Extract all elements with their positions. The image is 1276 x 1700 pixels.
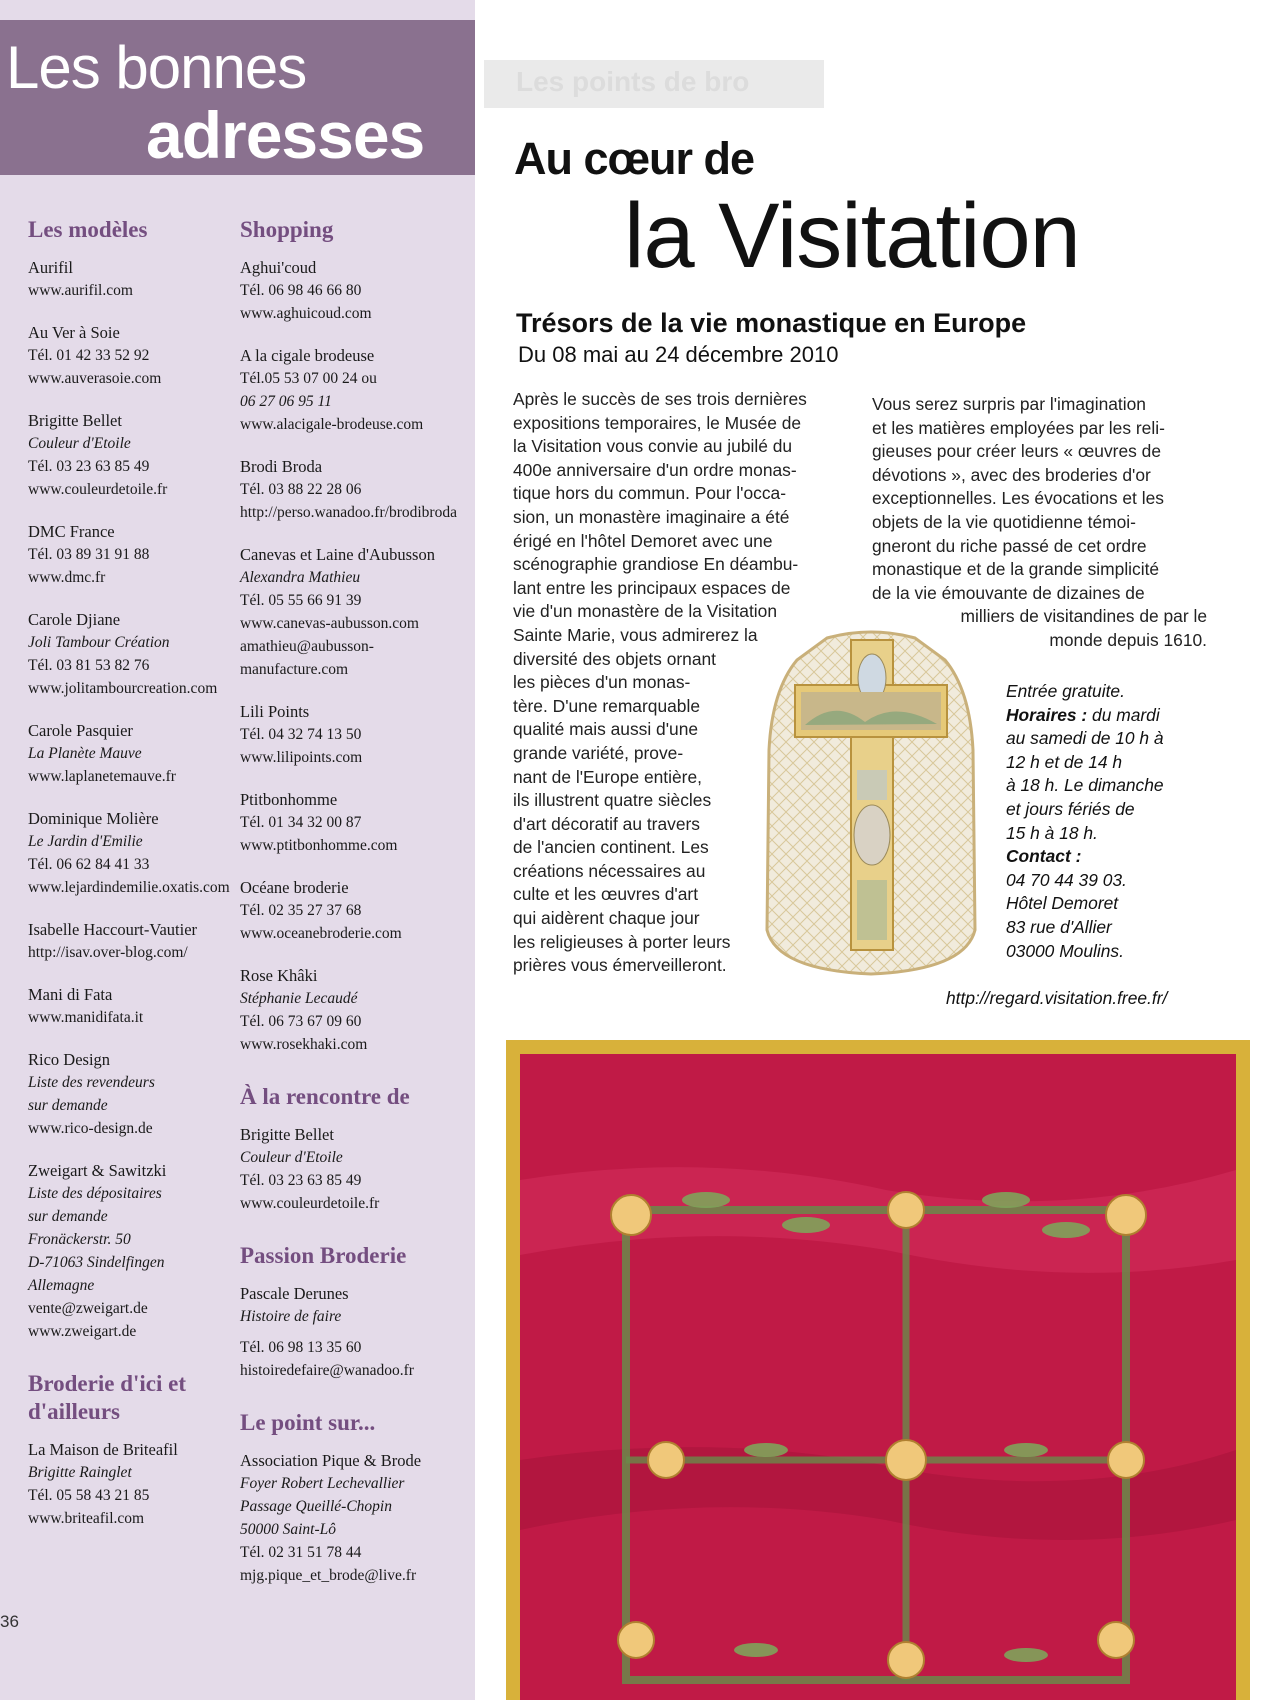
contact-line: 03000 Moulins.: [1006, 940, 1124, 961]
address-phone: Tél. 02 31 51 78 44: [240, 1544, 362, 1561]
address-link[interactable]: www.zweigart.de: [28, 1323, 137, 1340]
section-heading-shopping-heading: Shopping: [240, 217, 334, 242]
address-entry: [28, 409, 233, 501]
address-entry: [240, 700, 470, 769]
article-body-column-2: [872, 393, 1207, 653]
address-entry: [28, 719, 233, 788]
address-phone: Tél. 01 34 32 00 87: [240, 814, 362, 831]
article-text-line: Sainte Marie, vous admirerez la: [513, 624, 758, 645]
address-link[interactable]: www.jolitambourcreation.com: [28, 680, 218, 697]
address-name: La Maison de Briteafil: [28, 1440, 178, 1459]
article-text-line: scénographie grandiose En déambu-: [513, 554, 799, 575]
address-phone: Tél. 03 23 63 85 49: [28, 458, 150, 475]
address-phone: Tél. 06 73 67 09 60: [240, 1013, 362, 1030]
address-name: Carole Pasquier: [28, 721, 133, 740]
address-detail: Liste des dépositaires: [28, 1185, 162, 1202]
address-phone: Tél. 06 62 84 41 33: [28, 856, 150, 873]
article-text-line: de l'ancien continent. Les: [513, 837, 709, 858]
address-detail: Le Jardin d'Emilie: [28, 833, 143, 850]
address-name: Rose Khâki: [240, 966, 318, 985]
address-entry: [28, 807, 233, 899]
chasuble-icon: [765, 630, 977, 976]
address-entry: [240, 964, 470, 1056]
address-link[interactable]: http://isav.over-blog.com/: [28, 944, 188, 961]
hours-line: au samedi de 10 h à: [1006, 728, 1164, 749]
address-entry: [28, 256, 233, 302]
article-text-line: objets de la vie quotidienne témoi-: [872, 511, 1136, 532]
address-link[interactable]: mjg.pique_et_brode@live.fr: [240, 1567, 417, 1584]
address-link[interactable]: amathieu@aubusson-manufacture.com: [240, 638, 374, 678]
address-name: Aurifil: [28, 258, 73, 277]
address-link[interactable]: www.rosekhaki.com: [240, 1036, 368, 1053]
address-entry: [28, 321, 233, 390]
address-name: A la cigale brodeuse: [240, 346, 375, 365]
article-text-line: créations nécessaires au: [513, 860, 706, 881]
article-text-line: les pièces d'un monas-: [513, 672, 691, 693]
address-phone: Tél. 06 98 46 66 80: [240, 282, 362, 299]
address-name: Canevas et Laine d'Aubusson: [240, 545, 435, 564]
address-name: Zweigart & Sawitzki: [28, 1161, 167, 1180]
article-text-line: monastique et de la grande simplicité: [872, 559, 1160, 580]
address-detail: Alexandra Mathieu: [240, 569, 361, 586]
address-link[interactable]: histoiredefaire@wanadoo.fr: [240, 1362, 414, 1379]
address-entry: [28, 520, 233, 589]
address-name: Association Pique & Brode: [240, 1451, 422, 1470]
address-phone: Tél. 05 55 66 91 39: [240, 592, 362, 609]
article-text-line: nant de l'Europe entière,: [513, 766, 702, 787]
hours-line: 12 h et de 14 h: [1006, 751, 1123, 772]
address-detail: Joli Tambour Création: [28, 634, 170, 651]
address-link[interactable]: www.laplanetemauve.fr: [28, 768, 176, 785]
address-phone: Tél.05 53 07 00 24 ou: [240, 370, 377, 387]
article-text-line: lant entre les principaux espaces de: [513, 577, 791, 598]
address-link[interactable]: www.auverasoie.com: [28, 370, 162, 387]
hours-line: du mardi: [1092, 704, 1160, 725]
article-text-line: grande variété, prove-: [513, 742, 684, 763]
address-link[interactable]: www.couleurdetoile.fr: [28, 481, 168, 498]
address-link[interactable]: www.dmc.fr: [28, 569, 106, 586]
contact-line: 83 rue d'Allier: [1006, 916, 1112, 937]
address-name: Carole Djiane: [28, 610, 121, 629]
address-link[interactable]: www.ptitbonhomme.com: [240, 837, 398, 854]
article-text-line: tère. D'une remarquable: [513, 695, 700, 716]
address-link[interactable]: www.manidifata.it: [28, 1009, 144, 1026]
address-entry: [240, 1123, 470, 1215]
article-text-line: Après le succès de ses trois dernières: [513, 389, 807, 409]
address-phone: Tél. 05 58 43 21 85: [28, 1487, 150, 1504]
address-name: Rico Design: [28, 1050, 111, 1069]
address-entry: [240, 1282, 470, 1382]
article-text-line: qualité mais aussi d'une: [513, 719, 699, 740]
article-text-line: qui aidèrent chaque jour: [513, 908, 700, 929]
address-name: Au Ver à Soie: [28, 323, 120, 342]
address-detail: Histoire de faire: [240, 1308, 342, 1325]
article-text-line: sion, un monastère imaginaire a été: [513, 506, 790, 527]
address-detail: Liste des revendeurs: [28, 1074, 155, 1091]
address-name: DMC France: [28, 522, 115, 541]
address-detail: Brigitte Rainglet: [28, 1464, 132, 1481]
contact-line: Hôtel Demoret: [1006, 893, 1119, 914]
address-link[interactable]: vente@zweigart.de: [28, 1300, 148, 1317]
address-name: Brigitte Bellet: [28, 411, 122, 430]
address-name: Pascale Derunes: [240, 1284, 349, 1303]
address-entry: [240, 1449, 470, 1587]
article-text-line: érigé en l'hôtel Demoret avec une: [513, 530, 773, 551]
address-detail: [240, 1328, 470, 1336]
address-phone: Tél. 03 23 63 85 49: [240, 1172, 362, 1189]
article-text-line: gieuses pour créer leurs « œuvres de: [872, 441, 1162, 462]
address-detail: 50000 Saint-Lô: [240, 1521, 337, 1538]
address-detail: Stéphanie Lecaudé: [240, 990, 358, 1007]
visitor-info: [1006, 680, 1226, 963]
article-text-line: la Visitation vous convie au jubilé du: [513, 436, 793, 457]
address-entry: [240, 876, 470, 945]
address-link[interactable]: www.canevas-aubusson.com: [240, 615, 419, 632]
section-heading-broderie-heading: Broderie d'ici et d'ailleurs: [28, 1371, 186, 1424]
address-phone: Tél. 02 35 27 37 68: [240, 902, 362, 919]
article-text-line: monde depuis 1610.: [1049, 629, 1207, 650]
sidebar-title-line1: Les bonnes: [6, 34, 307, 101]
article-text-line: dévotions », avec des broderies d'or: [872, 464, 1151, 485]
address-link[interactable]: www.aghuicoud.com: [240, 305, 372, 322]
section-heading-rencontre-heading: À la rencontre de: [240, 1084, 410, 1109]
address-detail: La Planète Mauve: [28, 745, 142, 762]
address-column-1: [28, 216, 233, 1549]
address-phone: Tél. 01 42 33 52 92: [28, 347, 150, 364]
address-column-2: [240, 216, 470, 1606]
address-link[interactable]: www.briteafil.com: [28, 1510, 145, 1527]
page-number: 36: [0, 1612, 19, 1631]
contact-label: Contact :: [1006, 846, 1082, 867]
address-entry: [240, 788, 470, 857]
address-link[interactable]: www.couleurdetoile.fr: [240, 1195, 380, 1212]
address-detail: sur demande: [28, 1208, 108, 1225]
article-title-line2: la Visitation: [624, 185, 1080, 287]
section-heading-modeles-heading: Les modèles: [28, 217, 148, 242]
address-phone: Tél. 03 88 22 28 06: [240, 481, 362, 498]
sidebar-title-line2: adresses: [146, 98, 425, 172]
address-name: Dominique Molière: [28, 809, 159, 828]
address-entry: [28, 1159, 233, 1343]
article-text-line: exceptionnelles. Les évocations et les: [872, 488, 1164, 509]
article-text-line: expositions temporaires, le Musée de: [513, 412, 802, 433]
address-link[interactable]: http://perso.wanadoo.fr/brodibroda: [240, 504, 457, 521]
website-link[interactable]: http://regard.visitation.free.fr/: [946, 988, 1168, 1008]
address-link[interactable]: www.alacigale-brodeuse.com: [240, 416, 424, 433]
article-text-line: diversité des objets ornant: [513, 648, 717, 669]
address-name: Brodi Broda: [240, 457, 323, 476]
address-detail: Allemagne: [28, 1277, 95, 1294]
article-title-line1: Au cœur de: [514, 133, 755, 184]
address-entry: [28, 608, 233, 700]
address-entry: [240, 256, 470, 325]
address-link[interactable]: www.lejardindemilie.oxatis.com: [28, 879, 230, 896]
address-entry: [28, 1048, 233, 1140]
address-name: Lili Points: [240, 702, 310, 721]
address-entry: [240, 455, 470, 524]
section-heading-passion-heading: Passion Broderie: [240, 1243, 407, 1268]
address-detail: Couleur d'Etoile: [28, 435, 131, 452]
article-text-line: et les matières employées par les reli-: [872, 417, 1165, 438]
address-phone: Tél. 03 81 53 82 76: [28, 657, 150, 674]
article-text-line: gneront du riche passé de cet ordre: [872, 535, 1147, 556]
section-heading-point-heading: Le point sur...: [240, 1410, 376, 1435]
address-link[interactable]: www.oceanebroderie.com: [240, 925, 402, 942]
address-name: Brigitte Bellet: [240, 1125, 334, 1144]
address-name: Ptitbonhomme: [240, 790, 338, 809]
address-entry: [240, 543, 470, 681]
address-entry: [28, 983, 233, 1029]
address-detail: Fronäckerstr. 50: [28, 1231, 131, 1248]
address-detail: sur demande: [28, 1097, 108, 1114]
address-phone: Tél. 04 32 74 13 50: [240, 726, 362, 743]
exhibition-dates: Du 08 mai au 24 décembre 2010: [518, 342, 839, 367]
address-name: Océane broderie: [240, 878, 349, 897]
address-link[interactable]: www.rico-design.de: [28, 1120, 153, 1137]
address-entry: [28, 1438, 233, 1530]
article-text-line: d'art décoratif au travers: [513, 813, 700, 834]
hours-label: Horaires :: [1006, 704, 1088, 725]
address-detail: Couleur d'Etoile: [240, 1149, 343, 1166]
article-text-line: 400e anniversaire d'un ordre monas-: [513, 459, 797, 480]
hours-line: 15 h à 18 h.: [1006, 822, 1098, 843]
address-detail: D-71063 Sindelfingen: [28, 1254, 165, 1271]
address-entry: [240, 344, 470, 436]
article-text-line: vie d'un monastère de la Visitation: [513, 601, 778, 622]
article-text-line: Vous serez surpris par l'imagination: [872, 394, 1146, 414]
address-phone: Tél. 06 98 13 35 60: [240, 1339, 362, 1356]
address-link[interactable]: www.aurifil.com: [28, 282, 133, 299]
article-text-line: culte et les œuvres d'art: [513, 884, 699, 905]
hours-line: à 18 h. Le dimanche: [1006, 775, 1164, 796]
article-text-line: les religieuses à porter leurs: [513, 931, 731, 952]
article: [476, 0, 1276, 1700]
address-link[interactable]: www.lilipoints.com: [240, 749, 363, 766]
address-phone: Tél. 03 89 31 91 88: [28, 546, 150, 563]
address-name: Aghui'coud: [240, 258, 317, 277]
address-detail: Foyer Robert Lechevallier: [240, 1475, 405, 1492]
article-text-line: de la vie émouvante de dizaines de: [872, 582, 1145, 603]
address-name: Isabelle Haccourt-Vautier: [28, 920, 198, 939]
entry-info: Entrée gratuite.: [1006, 681, 1125, 701]
address-detail: 06 27 06 95 11: [240, 393, 332, 410]
sidebar: [0, 0, 475, 1700]
article-text-line: tique hors du commun. Pour l'occa-: [513, 483, 787, 504]
contact-line: 04 70 44 39 03.: [1006, 869, 1127, 890]
address-detail: Passage Queillé-Chopin: [240, 1498, 392, 1515]
article-text-line: milliers de visitandines de par le: [960, 606, 1207, 627]
ghost-header-text: Les points de bro: [516, 66, 750, 97]
article-text-line: prières vous émerveilleront.: [513, 955, 727, 976]
embroidered-textile-icon: [506, 1040, 1250, 1700]
article-text-line: ils illustrent quatre siècles: [513, 790, 712, 811]
article-subtitle: Trésors de la vie monastique en Europe: [516, 308, 1027, 338]
sidebar-header: [0, 20, 475, 175]
address-name: Mani di Fata: [28, 985, 113, 1004]
hours-line: et jours fériés de: [1006, 798, 1135, 819]
address-entry: [28, 918, 233, 964]
